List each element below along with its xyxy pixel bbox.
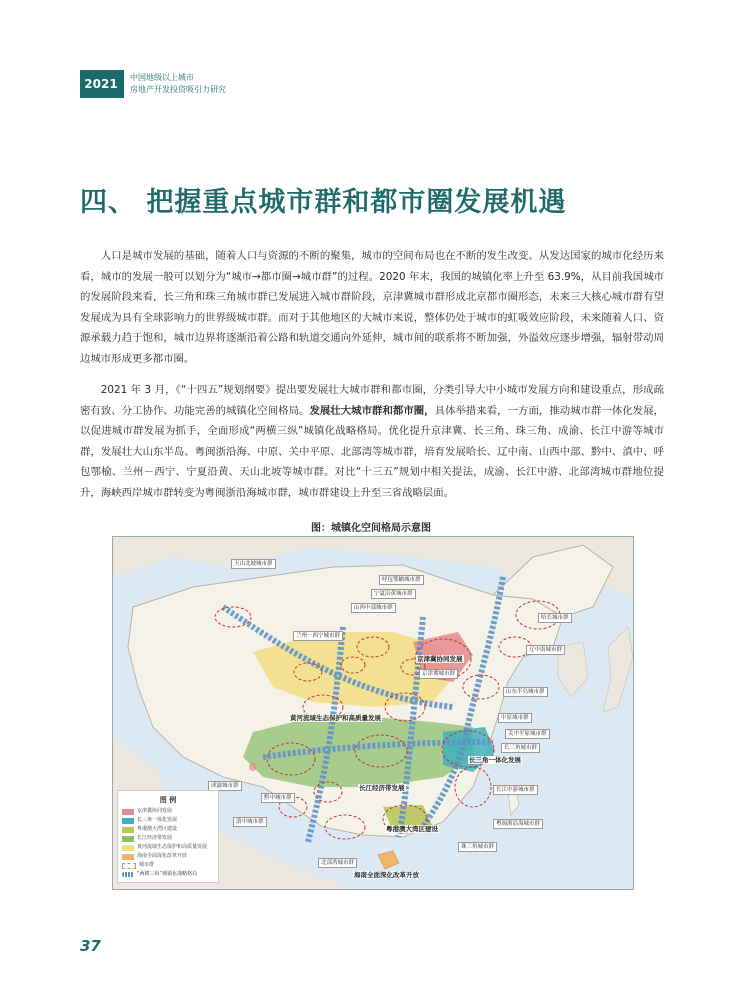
- urbanization-map: [112, 536, 634, 890]
- label-qianzhong: 黔中城市群: [261, 793, 295, 803]
- legend-row-huanghe: [122, 844, 214, 851]
- legend-swatch-changsanjiao: [122, 818, 134, 824]
- legend-label-dawanqu: 粤港澳大湾区建设: [137, 825, 178, 832]
- label-changjiang: 长江经济带发展: [359, 784, 405, 792]
- label-changsanjiao-cluster: 长三角城市群: [501, 743, 540, 753]
- label-zhongyuan: 中原城市群: [498, 713, 532, 723]
- paragraph-2-text: [80, 380, 664, 504]
- legend-label-hainan: 海南全面深化改革开放: [137, 852, 188, 859]
- legend-title: 图 例: [159, 795, 177, 804]
- legend-swatch-jingjinji: [122, 809, 134, 815]
- paragraph-2: [80, 380, 664, 504]
- page-number: 37: [80, 937, 101, 955]
- report-title-line2: 房地产开发投资吸引力研究: [130, 85, 226, 94]
- legend-swatch-hainan: [122, 854, 134, 860]
- label-huanghe: 黄河流域生态保护和高质量发展: [290, 714, 381, 722]
- report-title-line1: 中国地级以上城市: [130, 73, 194, 82]
- label-jingjinji-cluster: 京津冀城市群: [419, 669, 458, 679]
- paragraph-2-part-a: 2021 年 3 月，《“十四五”规划纲要》提出要发展壮大城市群和都市圈，分类引导大中小城市发展方向和建设重点，形成疏密有致、分工协作、功能完善的城镇化空间格局。: [80, 384, 664, 417]
- label-dianzhong: 滇中城市群: [233, 817, 267, 827]
- marker-lhasa: [249, 763, 257, 771]
- legend-label-changsanjiao: 长三角一体化发展: [137, 816, 178, 823]
- legend-row-hainan: [122, 853, 214, 860]
- label-jingjinji: 京津冀协同发展: [417, 655, 463, 663]
- legend-swatch-huanghe: [122, 845, 134, 851]
- header-divider: [122, 70, 124, 98]
- figure-caption: 图：城镇化空间格局示意图: [311, 523, 431, 534]
- year-badge: 2021: [80, 70, 122, 98]
- label-shanxi: 山西中部城市群: [351, 603, 396, 613]
- legend-row-axes: [122, 871, 214, 878]
- paragraph-1-text: 人口是城市发展的基础，随着人口与资源的不断的聚集，城市的空间布局也在不断的发生改变。从发达国家的城市化经历来看，城市的发展一般可以划分为“城市→都市圈→城市群”的过程。2020 年末，我国的城镇化率上升至 63.9%，从目前我国城市的发展阶段来看，长三角和珠三角城市群已发展进入城市群阶段，京津冀城市群形成北京都市圈形态，未来三大核心城市群有望发展成为具有全球影响力的世界级城市群。而对于其他地区的大城市来说，整体仍处于城市的虹吸效应阶段，未来随着人口、资源承载力趋于饱和，城市边界将逐渐沿着公路和轨道交通向外延伸，城市间的联系将不断加强，外溢效应逐步增强，辐射带动周边城市形成更多都市圈。: [80, 250, 664, 365]
- label-changjiangzhong: 长江中游城市群: [493, 785, 538, 795]
- label-tianshan: 天山北坡城市群: [231, 559, 276, 569]
- legend-label-changjiang: 长江经济带发展: [137, 834, 173, 841]
- legend-row-jingjinji: [122, 808, 214, 815]
- paragraph-1: [80, 246, 664, 370]
- legend-row-dawanqu: [122, 826, 214, 833]
- legend-label-axes: “两横三纵”城镇化战略格局: [137, 870, 198, 877]
- legend-label-huanghe: 黄河流域生态保护和高质量发展: [137, 843, 208, 850]
- label-shandong: 山东半岛城市群: [503, 687, 548, 697]
- label-liaozhong: 辽中南城市群: [526, 645, 565, 655]
- legend-row-changsanjiao: [122, 817, 214, 824]
- legend-swatch-axes: [122, 872, 134, 877]
- section-title: 四、 把握重点城市群和都市圈发展机遇: [80, 187, 567, 218]
- paragraph-2-emphasis: 发展壮大城市群和都市圈，: [309, 404, 435, 417]
- label-guanzhong: 关中平原城市群: [505, 729, 550, 739]
- label-chengyu: 成渝城市群: [208, 781, 242, 791]
- label-lanxi: 兰州－西宁城市群: [293, 631, 343, 641]
- label-yuemin: 粤闽浙沿海城市群: [493, 819, 543, 829]
- label-ningxia: 宁夏沿黄城市群: [371, 589, 416, 599]
- legend-label-cluster: 城市群: [139, 861, 155, 868]
- paragraph-2-part-b: 具体举措来看，一方面，推动城市群一体化发展，以促进城市群发展为抓手，全面形成“两横三纵”城镇化战略格局。优化提升京津冀、长三角、珠三角、成渝、长江中游等城市群，发展壮大山东半岛、粤闽浙沿海、中原、关中平原、北部湾等城市群，培育发展哈长、辽中南、山西中部、黔中、滇中、呼包鄂榆、兰州－西宁、宁夏沿黄、天山北坡等城市群。对比“十三五”规划中相关提法，成渝、长江中游、北部湾城市群地位提升，海峡西岸城市群转变为粤闽浙沿海城市群，城市群建设上升至三省战略层面。: [80, 404, 665, 499]
- legend-swatch-changjiang: [122, 836, 134, 842]
- label-zhusanjiao: 珠三角城市群: [458, 842, 497, 852]
- label-changsanjiao: 长三角一体化发展: [469, 756, 521, 764]
- label-hainan: 海南全面深化改革开放: [354, 871, 419, 879]
- legend-label-jingjinji: 京津冀协同发展: [137, 807, 173, 814]
- label-hubao: 呼包鄂榆城市群: [379, 575, 424, 585]
- label-beibuwan: 北部湾城市群: [318, 858, 357, 868]
- legend-row-cluster: [122, 862, 214, 869]
- legend-swatch-cluster: [122, 863, 136, 869]
- label-dawanqu: 粤港澳大湾区建设: [386, 825, 438, 833]
- legend-row-changjiang: [122, 835, 214, 842]
- report-title: [130, 72, 370, 96]
- map-legend: [117, 790, 219, 884]
- label-haichang: 哈长城市群: [538, 613, 572, 623]
- legend-swatch-dawanqu: [122, 827, 134, 833]
